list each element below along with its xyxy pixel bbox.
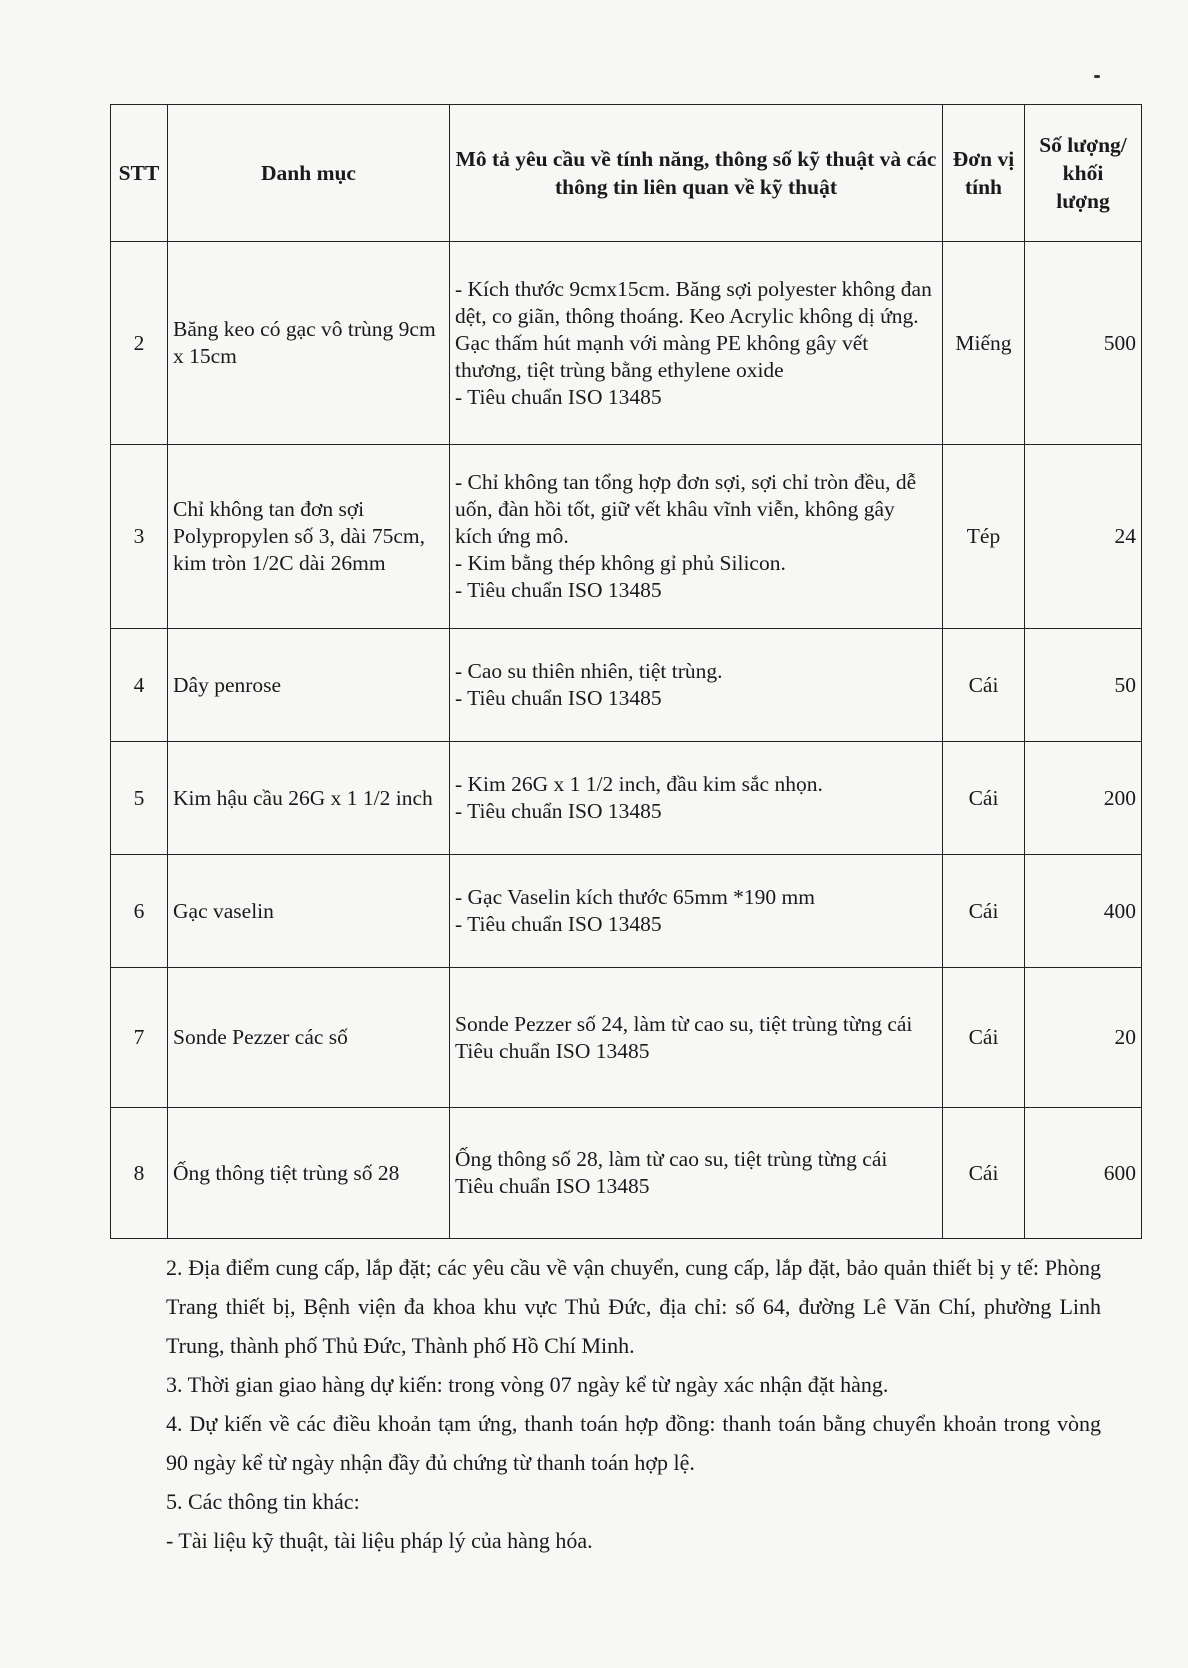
- table-row: [111, 968, 1142, 1108]
- table-row: [111, 629, 1142, 742]
- description-line: - Tiêu chuẩn ISO 13485: [455, 686, 662, 710]
- row-quantity: 200: [1025, 742, 1142, 855]
- row-stt: 7: [111, 968, 168, 1108]
- note-payment-terms: 4. Dự kiến về các điều khoản tạm ứng, thanh toán hợp đồng: thanh toán bằng chuyển khoản trong vòng 90 ngày kể từ ngày nhận đầy đủ chứng từ thanh toán hợp lệ.: [166, 1411, 1101, 1475]
- description-line: - Kim 26G x 1 1/2 inch, đầu kim sắc nhọn.: [455, 772, 823, 796]
- row-unit: Cái: [943, 968, 1025, 1108]
- description-line: - Tiêu chuẩn ISO 13485: [455, 799, 662, 823]
- description-line: - Kim bằng thép không gỉ phủ Silicon.: [455, 551, 786, 575]
- row-description: [450, 242, 943, 445]
- description-line: - Gạc Vaselin kích thước 65mm *190 mm: [455, 885, 815, 909]
- row-quantity: 500: [1025, 242, 1142, 445]
- row-unit: Cái: [943, 855, 1025, 968]
- header-unit: Đơn vị tính: [943, 105, 1025, 242]
- description-line: Sonde Pezzer số 24, làm từ cao su, tiệt trùng từng cái: [455, 1011, 913, 1036]
- row-quantity: 20: [1025, 968, 1142, 1108]
- table-row: [111, 445, 1142, 629]
- note-documents: - Tài liệu kỹ thuật, tài liệu pháp lý của hàng hóa.: [166, 1528, 593, 1553]
- row-unit: Cái: [943, 1108, 1025, 1239]
- row-quantity: 600: [1025, 1108, 1142, 1239]
- table-row: [111, 855, 1142, 968]
- row-description: [450, 742, 943, 855]
- row-stt: 3: [111, 445, 168, 629]
- row-item-name: Sonde Pezzer các số: [168, 968, 450, 1108]
- row-stt: 6: [111, 855, 168, 968]
- row-unit: Cái: [943, 742, 1025, 855]
- row-stt: 5: [111, 742, 168, 855]
- row-item-name: Gạc vaselin: [168, 855, 450, 968]
- row-quantity: 400: [1025, 855, 1142, 968]
- description-line: Ống thông số 28, làm từ cao su, tiệt trùng từng cái: [455, 1147, 888, 1171]
- table-header-row: [111, 105, 1142, 242]
- table-row: [111, 1108, 1142, 1239]
- header-quantity: Số lượng/ khối lượng: [1025, 105, 1142, 242]
- note-delivery-time: 3. Thời gian giao hàng dự kiến: trong vòng 07 ngày kể từ ngày xác nhận đặt hàng.: [166, 1372, 889, 1397]
- note-delivery-location: 2. Địa điểm cung cấp, lắp đặt; các yêu cầu về vận chuyển, cung cấp, lắp đặt, bảo quản thiết bị y tế: Phòng Trang thiết bị, Bệnh viện đa khoa khu vực Thủ Đức, địa chỉ: số 64, đường Lê Văn Chí, phường Linh Trung, thành phố Thủ Đức, Thành phố Hồ Chí Minh.: [166, 1255, 1101, 1358]
- specification-table: [110, 104, 1142, 1239]
- row-description: [450, 968, 943, 1108]
- table-body: [111, 242, 1142, 1239]
- note-other-info: 5. Các thông tin khác:: [166, 1489, 360, 1514]
- row-description: [450, 629, 943, 742]
- description-line: - Tiêu chuẩn ISO 13485: [455, 912, 662, 936]
- description-line: - Cao su thiên nhiên, tiệt trùng.: [455, 659, 723, 683]
- row-item-name: Dây penrose: [168, 629, 450, 742]
- row-stt: 2: [111, 242, 168, 445]
- row-quantity: 24: [1025, 445, 1142, 629]
- row-description: [450, 855, 943, 968]
- header-item: Danh mục: [168, 105, 450, 242]
- description-line: - Kích thước 9cmx15cm. Băng sợi polyester không đan dệt, co giãn, thông thoáng. Keo Acrylic không dị ứng. Gạc thấm hút mạnh với màng PE không gây vết thương, tiệt trùng bằng ethylene oxide: [455, 276, 932, 382]
- description-line: Tiêu chuẩn ISO 13485: [455, 1038, 650, 1063]
- header-description: Mô tả yêu cầu về tính năng, thông số kỹ thuật và các thông tin liên quan về kỹ thuật: [450, 105, 943, 242]
- row-item-name: Ống thông tiệt trùng số 28: [168, 1108, 450, 1239]
- row-description: [450, 445, 943, 629]
- row-item-name: Chỉ không tan đơn sợi Polypropylen số 3, dài 75cm, kim tròn 1/2C dài 26mm: [168, 445, 450, 629]
- row-unit: Cái: [943, 629, 1025, 742]
- description-line: - Chỉ không tan tổng hợp đơn sợi, sợi chỉ tròn đều, dễ uốn, đàn hồi tốt, giữ vết khâu vĩnh viễn, không gây kích ứng mô.: [455, 470, 917, 548]
- row-item-name: Kim hậu cầu 26G x 1 1/2 inch: [168, 742, 450, 855]
- row-unit: Miếng: [943, 242, 1025, 445]
- table-row: [111, 742, 1142, 855]
- row-stt: 4: [111, 629, 168, 742]
- header-stt: STT: [111, 105, 168, 242]
- row-description: [450, 1108, 943, 1239]
- row-unit: Tép: [943, 445, 1025, 629]
- description-line: Tiêu chuẩn ISO 13485: [455, 1174, 650, 1198]
- description-line: - Tiêu chuẩn ISO 13485: [455, 578, 662, 602]
- scan-speck: [1094, 75, 1100, 78]
- notes-section: [166, 1248, 1101, 1560]
- table-row: [111, 242, 1142, 445]
- row-quantity: 50: [1025, 629, 1142, 742]
- row-item-name: Băng keo có gạc vô trùng 9cm x 15cm: [168, 242, 450, 445]
- row-stt: 8: [111, 1108, 168, 1239]
- description-line: - Tiêu chuẩn ISO 13485: [455, 384, 662, 409]
